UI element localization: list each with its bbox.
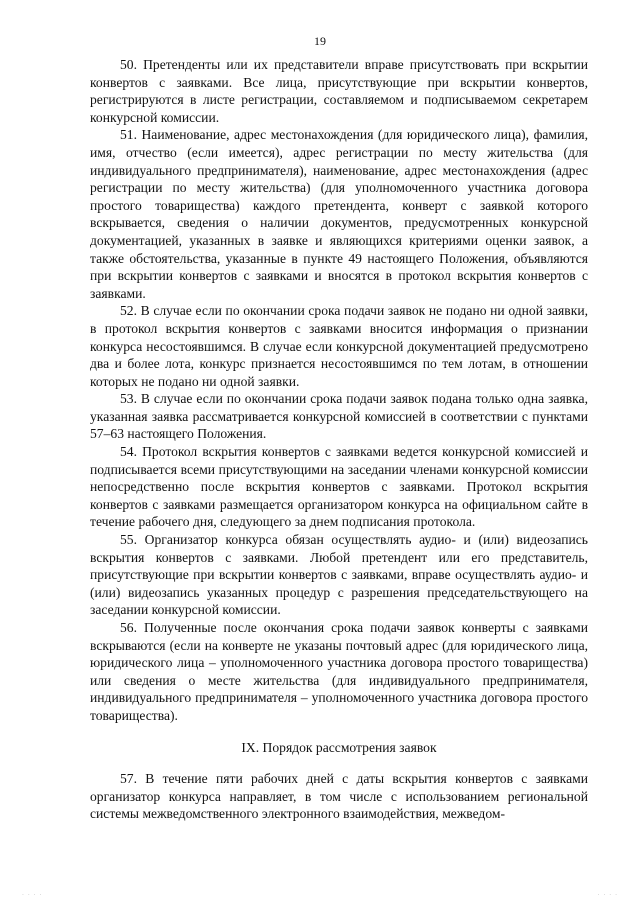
paragraph-55: 55. Организатор конкурса обязан осуществлять аудио- и (или) видеозапись вскрытия конвертов с заявками. Любой претендент или его представитель, присутствующие при вскрытии конвертов с заявками, вправе осуществлять аудио- и (или) видеозапись указанных процедур с разрешения председательствующего на заседании конкурсной комиссии. bbox=[90, 532, 588, 618]
scan-artifact-right: · · · · bbox=[597, 892, 618, 899]
section-heading: IX. Порядок рассмотрения заявок bbox=[241, 739, 437, 755]
paragraph-52: 52. В случае если по окончании срока подачи заявок не подано ни одной заявки, в протокол вскрытия конвертов с заявками вносится информация о признании конкурса несостоявшимся. В случае если конкурсной документацией предусмотрено два и более лота, конкурс признается несостоявшимся по тем лотам, в отношении которых не подано ни одной заявки. bbox=[90, 303, 588, 389]
paragraph-56: 56. Полученные после окончания срока подачи заявок конверты с заявками вскрываются (если на конверте не указаны почтовый адрес (для юридического лица, юридического лица – уполномоченного участника договора простого товарищества) или сведения о месте жительства (для индивидуального предпринимателя, индивидуального предпринимателя – уполномоченного участника договора простого товарищества). bbox=[90, 620, 588, 723]
paragraph-51: 51. Наименование, адрес местонахождения (для юридического лица), фамилия, имя, отчество (если имеется), адрес регистрации по месту жительства (для индивидуального предпринимателя), наименование, адрес местонахождения (адрес регистрации по месту жительства) (для уполномоченного участника договора простого товарищества) каждого претендента, конверт с заявкой которого вскрывается, сведения о наличии документов, предусмотренных конкурсной документацией, указанных в заявке и являющихся критериями оценки заявок, а также обстоятельства, указанные в пункте 49 настоящего Положения, объявляются при вскрытии конвертов с заявками и вносятся в протокол вскрытия конвертов с заявками. bbox=[90, 127, 588, 301]
paragraph-54: 54. Протокол вскрытия конвертов с заявками ведется конкурсной комиссией и подписывается всеми присутствующими на заседании членами конкурсной комиссии непосредственно после вскрытия конвертов с заявками. Протокол вскрытия конвертов с заявками размещается организатором конкурса на официальном сайте в течение рабочего дня, следующего за днем подписания протокола. bbox=[90, 444, 588, 530]
paragraph-53: 53. В случае если по окончании срока подачи заявок подана только одна заявка, указанная заявка рассматривается конкурсной комиссией в соответствии с пунктами 57–63 настоящего Положения. bbox=[90, 391, 588, 442]
paragraph-50: 50. Претенденты или их представители вправе присутствовать при вскрытии конвертов с заявками. Все лица, присутствующие при вскрытии конвертов, регистрируются в листе регистрации, составляемом и подписываемом секретарем конкурсной комиссии. bbox=[90, 57, 588, 125]
scan-artifact-left: · · · · bbox=[22, 892, 43, 899]
paragraph-57: 57. В течение пяти рабочих дней с даты вскрытия конвертов с заявками организатор конкурса направляет, в том числе с использованием региональной системы межведомственного электронного взаимодействия, межведом- bbox=[90, 771, 588, 822]
page-number: 19 bbox=[314, 34, 326, 48]
document-body bbox=[90, 56, 588, 823]
